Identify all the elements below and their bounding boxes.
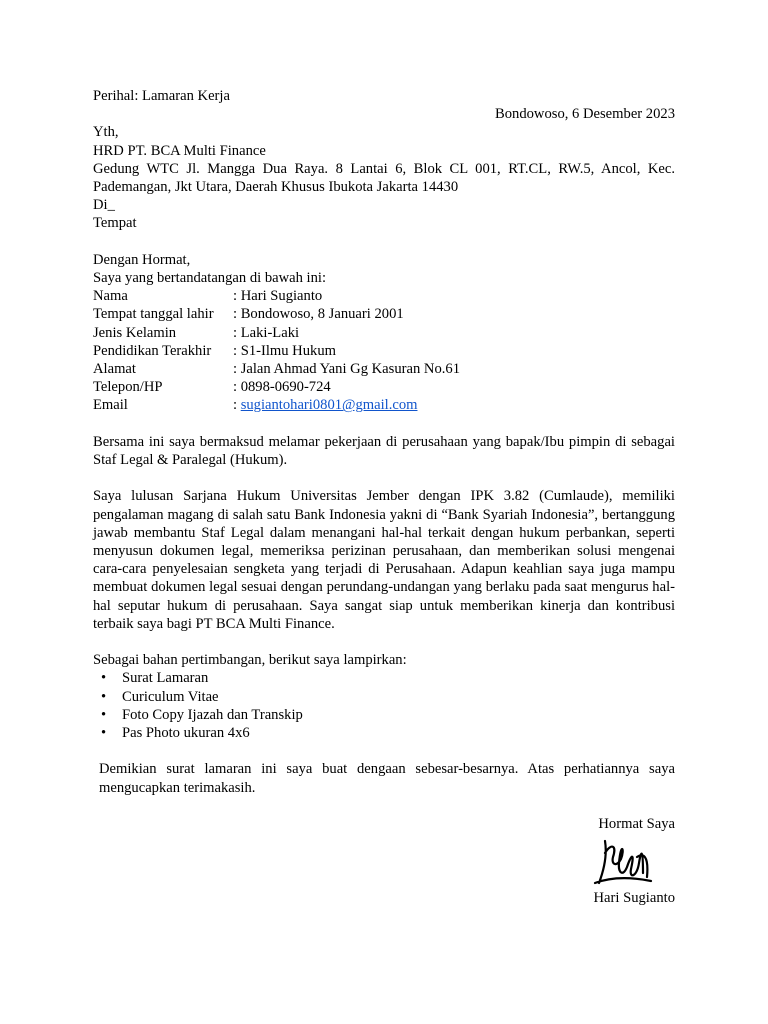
- paragraph-purpose: Bersama ini saya bermaksud melamar pekerjaan di perusahaan yang bapak/Ibu pimpin di sebagai Staf Legal & Paralegal (Hukum).: [93, 433, 675, 469]
- bio-row: [93, 378, 675, 396]
- letter-subject: Perihal: Lamaran Kerja: [93, 88, 230, 104]
- bio-row: [93, 342, 675, 360]
- bio-value: [233, 396, 675, 414]
- spacer: [93, 797, 675, 815]
- bio-label: Alamat: [93, 361, 136, 378]
- bullet-icon: •: [101, 688, 107, 705]
- bio-row: [93, 396, 675, 414]
- bio-value: : Laki-Laki: [233, 324, 300, 341]
- list-item-label: Foto Copy Ijazah dan Transkip: [122, 706, 303, 723]
- bio-value: : Bondowoso, 8 Januari 2001: [233, 306, 404, 323]
- bio-value: : 0898-0690-724: [233, 379, 331, 396]
- spacer: [93, 742, 675, 760]
- bio-value: : S1-Ilmu Hukum: [233, 342, 336, 359]
- list-item: [93, 706, 675, 724]
- email-prefix: :: [233, 397, 241, 414]
- signature-image: [591, 833, 655, 889]
- bio-label: Email: [93, 397, 128, 414]
- bio-row: [93, 287, 675, 305]
- intro: Saya yang bertandatangan di bawah ini:: [93, 270, 327, 287]
- email-link[interactable]: sugiantohari0801@gmail.com: [240, 397, 418, 414]
- recipient-tempat: Tempat: [93, 215, 137, 232]
- bullet-icon: •: [101, 706, 107, 723]
- sign-off: Hormat Saya: [598, 816, 675, 833]
- paragraph-experience: Saya lulusan Sarjana Hukum Universitas Jember dengan IPK 3.82 (Cumlaude), memiliki pengalaman magang di salah satu Bank Indonesia yakni di “Bank Syariah Indonesia”, bertanggung jawab membantu Staf Legal dalam menangani hal-hal terkait dengan hukum perbankan, seperti menyusun dokumen legal, memeriksa perizinan perusahaan, dan memberikan solusi mengenai cara-cara penyelesaian sengketa yang terjadi di Perusahaan. Adapun keahlian saya juga mampu membuat dokumen legal sesuai dengan perundang-undangan yang berlaku pada saat mengurus hal-hal seputar hukum di perusahaan. Saya sangat siap untuk memberikan kinerja dan kontribusi terbaik saya bagi PT BCA Multi Finance.: [93, 488, 675, 632]
- list-item-label: Surat Lamaran: [122, 670, 209, 687]
- bio-row: [93, 305, 675, 323]
- attachments-list: [93, 669, 675, 742]
- bullet-icon: •: [101, 725, 107, 742]
- bio-label: Jenis Kelamin: [93, 324, 177, 341]
- spacer: [93, 415, 675, 433]
- bio-value: : Hari Sugianto: [233, 288, 323, 305]
- recipient-address: Gedung WTC Jl. Mangga Dua Raya. 8 Lantai 6, Blok CL 001, RT.CL, RW.5, Ancol, Kec. Pademangan, Jkt Utara, Daerah Khusus Ibukota Jakarta 14430: [93, 160, 675, 196]
- list-item: [93, 669, 675, 687]
- letter-place-date: Bondowoso, 6 Desember 2023: [495, 106, 675, 123]
- bio-row: [93, 324, 675, 342]
- spacer: [93, 633, 675, 651]
- letter-page: [93, 87, 675, 907]
- closing-paragraph: Demikian surat lamaran ini saya buat dengaan sebesar-besarnya. Atas perhatiannya saya mengucapkan terimakasih.: [99, 761, 675, 796]
- recipient-company: HRD PT. BCA Multi Finance: [93, 142, 266, 159]
- bio-row: [93, 360, 675, 378]
- spacer: [93, 233, 675, 251]
- list-item: [93, 724, 675, 742]
- bullet-icon: •: [101, 670, 107, 687]
- bio-label: Nama: [93, 288, 128, 305]
- bio-label: Pendidikan Terakhir: [93, 342, 212, 359]
- list-item: [93, 688, 675, 706]
- attachments-intro: Sebagai bahan pertimbangan, berikut saya lampirkan:: [93, 652, 407, 669]
- spacer: [93, 469, 675, 487]
- bio-value: : Jalan Ahmad Yani Gg Kasuran No.61: [233, 361, 460, 378]
- bio-label: Tempat tanggal lahir: [93, 306, 214, 323]
- recipient-yth: Yth,: [93, 124, 119, 141]
- greeting: Dengan Hormat,: [93, 251, 191, 268]
- list-item-label: Curiculum Vitae: [122, 688, 219, 705]
- bio-table: [93, 287, 675, 414]
- recipient-di: Di_: [93, 197, 115, 214]
- signature-block: [93, 815, 675, 907]
- list-item-label: Pas Photo ukuran 4x6: [122, 725, 250, 742]
- signer-name: Hari Sugianto: [593, 890, 675, 907]
- bio-label: Telepon/HP: [93, 379, 163, 396]
